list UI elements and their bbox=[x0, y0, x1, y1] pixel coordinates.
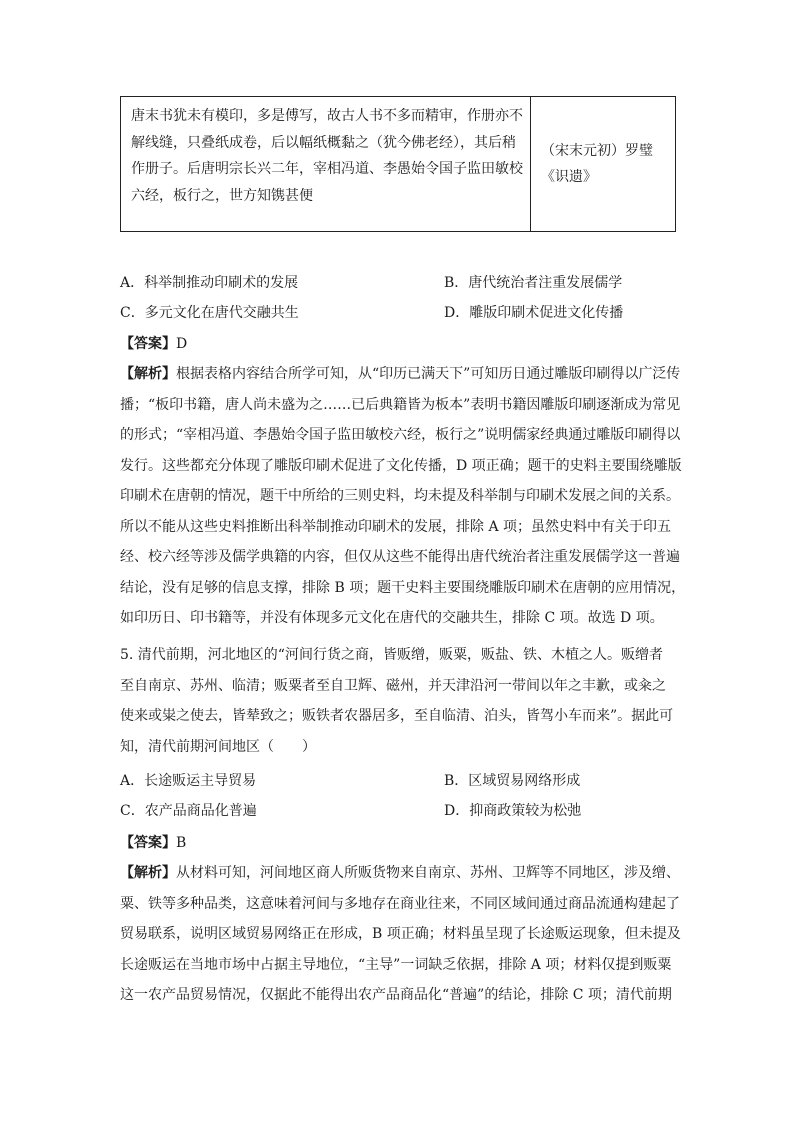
analysis-line: 这一农产品贸易情况，仅据此不能得出农产品商品化“普遍”的结论，排除 C 项；清代前期 bbox=[120, 987, 672, 1003]
analysis-line: 根据表格内容结合所学可知，从“印历已满天下”可知历日通过雕版印刷得以广泛传 bbox=[176, 366, 681, 382]
excerpt-line: 解线缝，只叠纸成卷，后以幅纸概黏之（犹今佛老经），其后稍 bbox=[131, 134, 516, 151]
stem-line: 使来或粜之使去，皆辇致之；贩铁者农器居多，至自临清、泊头，皆驾小车而来”。据此可 bbox=[120, 708, 674, 724]
analysis-line: 印刷术在唐朝的情况，题干中所给的三则史料，均未提及科举制与印刷术发展之间的关系。 bbox=[120, 488, 680, 504]
analysis-line: 所以不能从这些史料推断出科举制推动印刷术的发展，排除 A 项；虽然史料中有关于印五 bbox=[120, 518, 672, 535]
analysis-line: 粟、铁等多种品类，这意味着河间与多地存在商业往来，不同区域间通过商品流通构建起了 bbox=[120, 895, 680, 912]
analysis-line: 长途贩运在当地市场中占据主导地位，“主导”一词缺乏依据，排除 A 项；材料仅提到贩粟 bbox=[120, 956, 672, 973]
excerpt-line: 作册子。后唐明宗长兴二年，宰相冯道、李愚始令国子监田敏校 bbox=[131, 161, 523, 177]
analysis-line: 发行。这些都充分体现了雕版印刷术促进了文化传播，D 项正确；题干的史料主要围绕雕版 bbox=[120, 457, 682, 474]
q4-option-d: D．雕版印刷术促进文化传播 bbox=[444, 305, 624, 321]
q4-option-c: C．多元文化在唐代交融共生 bbox=[120, 305, 299, 321]
analysis-line: 的形式；“宰相冯道、李愚始令国子监田敏校六经，板行之”说明儒家经典通过雕版印刷得以 bbox=[120, 427, 681, 443]
q5-option-a: A．长途贩运主导贸易 bbox=[120, 773, 257, 789]
citation-title: 《识遗》 bbox=[541, 169, 597, 185]
q4-option-a: A．科举制推动印刷术的发展 bbox=[120, 275, 299, 291]
q5-option-c: C．农产品商品化普遍 bbox=[120, 803, 257, 819]
analysis-line: 如印历日、印书籍等，并没有体现多元文化在唐代的交融共生，排除 C 项。故选 D 项。 bbox=[120, 610, 664, 626]
citation-author: （宋末元初）罗璧 bbox=[541, 143, 653, 159]
stem-line: 知，清代前期河间地区（ ） bbox=[120, 738, 316, 755]
q5-answer bbox=[120, 832, 686, 852]
analysis-line: 从材料可知，河间地区商人所贩货物来自南京、苏州、卫辉等不同地区，涉及缯、 bbox=[176, 865, 680, 881]
q5-stem bbox=[120, 640, 686, 762]
analysis-line: 结论，没有足够的信息支撑，排除 B 项；题干史料主要围绕雕版印刷术在唐朝的应用情况， bbox=[120, 579, 686, 596]
answer-value: B bbox=[176, 835, 187, 851]
source-citation-cell bbox=[531, 97, 675, 231]
analysis-line: 经、校六经等涉及儒学典籍的内容，但仅从这些不能得出唐代统治者注重发展儒学这一普遍 bbox=[120, 549, 680, 565]
q4-options bbox=[120, 272, 680, 332]
q4-option-b: B．唐代统治者注重发展儒学 bbox=[444, 275, 623, 291]
q5-options bbox=[120, 770, 680, 830]
excerpt-line: 六经，板行之，世方知镌甚便 bbox=[131, 187, 313, 204]
q5-analysis bbox=[120, 858, 686, 1011]
analysis-label: 【解析】 bbox=[120, 865, 176, 881]
q5-option-d: D．抑商政策较为松弛 bbox=[444, 803, 582, 819]
analysis-line: 播；“板印书籍，唐人尚未盛为之……已后典籍皆为板本”表明书籍因雕版印刷逐渐成为常见 bbox=[120, 396, 681, 413]
analysis-label: 【解析】 bbox=[120, 366, 176, 382]
q4-analysis bbox=[120, 359, 686, 634]
analysis-line: 贸易联系，说明区域贸易网络正在形成，B 项正确；材料虽呈现了长途贩运现象，但未提及 bbox=[120, 926, 681, 942]
source-table bbox=[120, 96, 676, 232]
answer-value: D bbox=[176, 336, 188, 352]
source-excerpt-cell bbox=[121, 97, 531, 231]
q4-answer bbox=[120, 333, 686, 353]
answer-label: 【答案】 bbox=[120, 336, 176, 352]
q5-option-b: B．区域贸易网络形成 bbox=[444, 773, 581, 789]
excerpt-line: 唐末书犹未有模印，多是傅写，故古人书不多而精审，作册亦不 bbox=[131, 108, 523, 124]
stem-line: 至自南京、苏州、临清；贩粟者至自卫辉、磁州，并天津沿河一带间以年之丰歉，或籴之 bbox=[120, 677, 666, 694]
stem-line: 5. 清代前期，河北地区的“河间行货之商，皆贩缯，贩粟，贩盐、铁、木植之人。贩缯者 bbox=[120, 647, 663, 663]
answer-label: 【答案】 bbox=[120, 835, 176, 851]
